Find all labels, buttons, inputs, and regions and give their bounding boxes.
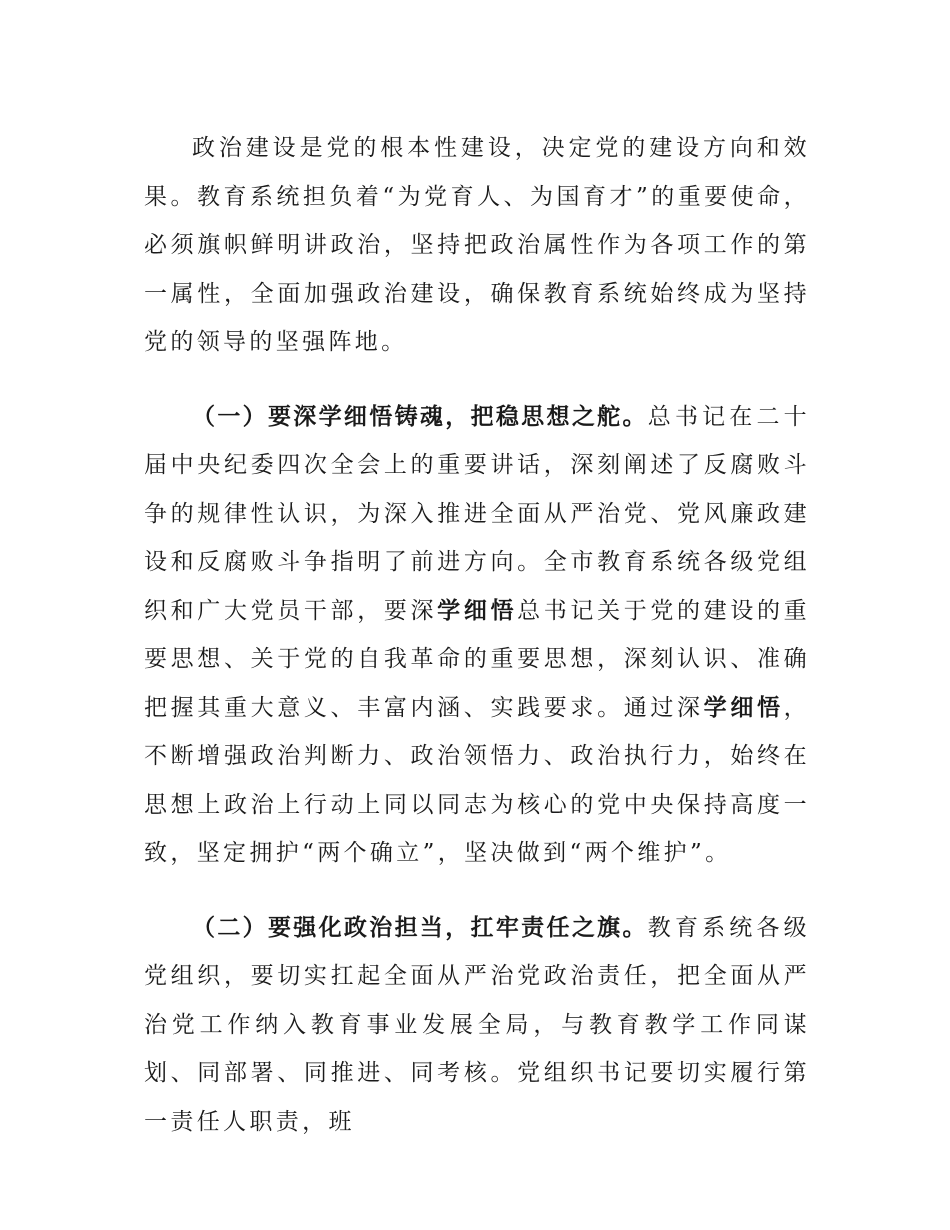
intro-text: 政治建设是党的根本性建设，决定党的建设方向和效果。教育系统担负着“为党育人、为国育才”的重要使命，必须旗帜鲜明讲政治，坚持把政治属性作为各项工作的第一属性，全面加强政治建设，确保教育系统始终成为坚持党的领导的坚强阵地。 bbox=[144, 135, 810, 355]
section-1-emphasis-b: 学细悟 bbox=[703, 694, 784, 721]
document-page bbox=[144, 124, 810, 1146]
section-2-text: 教育系统各级党组织，要切实扛起全面从严治党政治责任，把全面从严治党工作纳入教育事业发展全局，与教育教学工作同谋划、同部署、同推进、同考核。党组织书记要切实履行第一责任人职责，班 bbox=[144, 914, 811, 1135]
section-1-text-c: ，不断增强政治判断力、政治领悟力、政治执行力，始终在思想上政治上行动上同以同志为核心的党中央保持高度一致，坚定拥护“两个确立”，坚决做到“两个维护”。 bbox=[144, 694, 810, 866]
section-1-emphasis-a: 学细悟 bbox=[437, 597, 518, 624]
section-1-text-a: 总书记在二十届中央纪委四次全会上的重要讲话，深刻阐述了反腐败斗争的规律性认识，为深入推进全面从严治党、党风廉政建设和反腐败斗争指明了前进方向。全市教育系统各级党组织和广大党员干部，要深 bbox=[144, 403, 811, 624]
intro-paragraph bbox=[144, 124, 810, 367]
section-2-paragraph bbox=[144, 904, 810, 1147]
section-1-heading: （一）要深学细悟铸魂，把稳思想之舵。 bbox=[192, 403, 648, 430]
section-1-paragraph bbox=[144, 393, 810, 878]
section-1-text-b: 总书记关于党的建设的重要思想、关于党的自我革命的重要思想，深刻认识、准确把握其重大意义、丰富内涵、实践要求。通过深 bbox=[144, 597, 810, 721]
section-2-heading: （二）要强化政治担当，扛牢责任之旗。 bbox=[192, 914, 648, 941]
